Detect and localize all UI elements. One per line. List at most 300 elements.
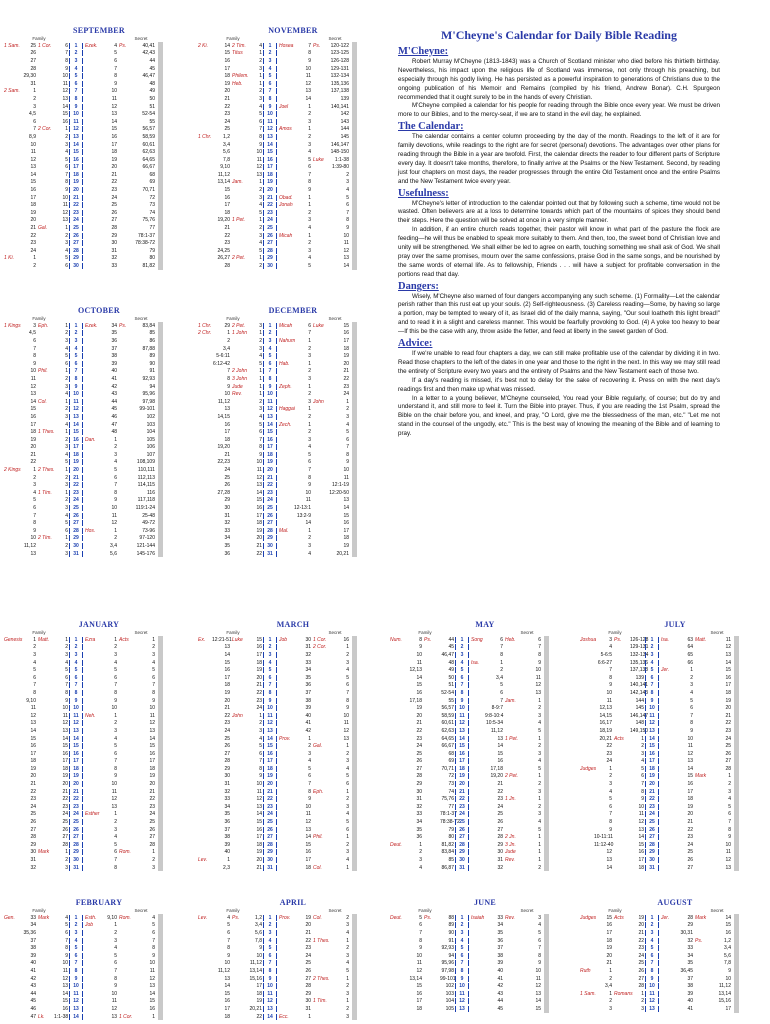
day-number: 3 — [69, 338, 83, 344]
family-reading-1-chapter: 21 — [30, 781, 36, 788]
family-reading-2-chapter: 8 — [259, 444, 262, 451]
secret-reading-1-chapter: 5 — [114, 841, 117, 848]
secret-reading-2-chapter: 1,2 — [724, 937, 731, 944]
month-rows — [390, 636, 580, 871]
secret-reading-2-chapter: 70,71 — [142, 187, 155, 194]
secret-reading-2-chapter: 16 — [725, 929, 731, 936]
secret-reading-1-chapter: 33 — [305, 659, 311, 666]
secret-reading-2-chapter: 28 — [725, 765, 731, 772]
secret-reading-2-chapter: 72 — [149, 194, 155, 201]
secret-reading-2-chapter: 21 — [149, 788, 155, 795]
secret-reading-2-chapter: 4 — [538, 922, 541, 929]
reading-row — [198, 550, 388, 558]
reading-row — [198, 826, 388, 834]
family-reading-2-chapter: 132-134 — [630, 651, 649, 658]
family-reading-2-chapter: 1 — [65, 368, 68, 375]
family-reading-1-chapter: 5,6 — [223, 149, 230, 156]
family-reading-1-chapter: 2 — [609, 773, 612, 780]
day-number: 8 — [455, 690, 469, 696]
reading-row — [390, 644, 580, 652]
checkbox-column — [158, 773, 163, 781]
secret-reading-2-chapter: 9 — [728, 967, 731, 974]
reading-row — [580, 818, 770, 826]
day-number: 29 — [645, 849, 659, 855]
secret-reading-1-chapter: 5 — [690, 697, 693, 704]
secret-reading-2-book: Acts — [119, 636, 129, 643]
day-number: 14 — [69, 142, 83, 148]
day-number: 1 — [69, 915, 83, 921]
secret-reading-1-chapter: 4 — [308, 550, 311, 557]
day-number: 14 — [263, 736, 277, 742]
secret-reading-1-chapter: 25 — [111, 202, 117, 209]
family-reading-1-chapter: 8 — [227, 945, 230, 952]
reading-row — [390, 922, 580, 930]
checkbox-column — [352, 239, 357, 247]
checkbox-column — [734, 833, 739, 841]
family-reading-1-chapter: 20 — [224, 697, 230, 704]
checkbox-column — [158, 841, 163, 849]
month-rows — [580, 636, 770, 871]
secret-reading-2-chapter: 7 — [346, 209, 349, 216]
family-reading-1-chapter: 1 — [33, 88, 36, 95]
secret-reading-2-chapter: 139 — [340, 95, 349, 102]
secret-reading-2-chapter: 4 — [346, 421, 349, 428]
reading-row — [390, 720, 580, 728]
secret-reading-1-chapter: 47 — [111, 421, 117, 428]
secret-reading-1-chapter: 13:2-9 — [296, 512, 311, 519]
day-number: 2 — [69, 644, 83, 650]
secret-reading-1-chapter: 4 — [114, 945, 117, 952]
checkbox-column — [544, 856, 549, 864]
family-reading-2-chapter: 16 — [256, 826, 262, 833]
checkbox-column — [158, 758, 163, 766]
day-number: 12 — [263, 998, 277, 1004]
secret-reading-2-chapter: 21 — [725, 712, 731, 719]
secret-reading-2-chapter: 5 — [346, 967, 349, 974]
family-reading-1-book: 2 Chr. — [198, 330, 212, 337]
family-reading-2-chapter: 94 — [448, 952, 454, 959]
family-reading-1-chapter: 10 — [30, 141, 36, 148]
secret-reading-2-chapter: 11 — [343, 240, 349, 247]
day-number: 17 — [263, 758, 277, 764]
checkbox-column — [352, 527, 357, 535]
secret-reading-1-chapter: 2 — [308, 240, 311, 247]
secret-reading-2-chapter: 97-120 — [139, 535, 155, 542]
day-number: 26 — [263, 827, 277, 833]
family-reading-1-chapter: 24,25 — [217, 247, 230, 254]
secret-reading-2-chapter: 13 — [725, 864, 731, 871]
secret-reading-2-chapter: 1 — [538, 796, 541, 803]
reading-row — [4, 232, 194, 240]
reading-row — [4, 489, 194, 497]
secret-reading-1-chapter: 32 — [687, 937, 693, 944]
secret-reading-2-chapter: 19 — [725, 697, 731, 704]
day-number: 2 — [69, 922, 83, 928]
reading-row — [198, 666, 388, 674]
secret-reading-1-chapter: 36 — [111, 337, 117, 344]
secret-reading-2-book: 2 Cor. — [313, 644, 327, 651]
secret-reading-2-chapter: 4 — [538, 758, 541, 765]
family-reading-1-chapter: 16 — [30, 187, 36, 194]
checkbox-column — [734, 795, 739, 803]
reading-row — [198, 217, 388, 225]
reading-row — [4, 375, 194, 383]
secret-reading-1-chapter: 41 — [305, 720, 311, 727]
family-reading-2-chapter: 70,71 — [441, 765, 454, 772]
family-reading-2-chapter: 15 — [62, 111, 68, 118]
secret-reading-1-chapter: 9 — [690, 727, 693, 734]
day-number: 5 — [69, 945, 83, 951]
family-reading-2-book: Gal. — [38, 225, 48, 232]
secret-reading-1-chapter: 15 — [497, 750, 503, 757]
secret-reading-1-chapter: 29 — [497, 841, 503, 848]
secret-reading-2-chapter: 18 — [343, 345, 349, 352]
family-reading-1-chapter: 19 — [224, 80, 230, 87]
checkbox-column — [544, 914, 549, 922]
family-reading-1-chapter: 29 — [30, 841, 36, 848]
day-number: 23 — [263, 490, 277, 496]
reading-row — [4, 459, 194, 467]
secret-reading-2-book: 1 Pet. — [505, 735, 519, 742]
family-reading-1-chapter: 24 — [224, 118, 230, 125]
day-number: 3 — [263, 58, 277, 64]
day-number: 25 — [263, 225, 277, 231]
day-number: 7 — [263, 88, 277, 94]
family-reading-1-chapter: 22,23 — [217, 459, 230, 466]
secret-reading-1-chapter: 16 — [687, 781, 693, 788]
secret-reading-2-chapter: 142 — [340, 111, 349, 118]
family-reading-1-chapter: 25 — [30, 42, 36, 49]
secret-reading-2-chapter: 10 — [535, 967, 541, 974]
family-reading-1-chapter: 1 — [33, 255, 36, 262]
secret-reading-2-chapter: 3 — [152, 651, 155, 658]
day-number: 4 — [69, 346, 83, 352]
secret-reading-2-chapter: 105 — [146, 436, 155, 443]
family-reading-2-chapter: 2 — [65, 375, 68, 382]
family-reading-2-chapter: 52-54 — [441, 689, 454, 696]
checkbox-column — [352, 232, 357, 240]
secret-reading-2-chapter: 3 — [346, 758, 349, 765]
family-reading-1-chapter: 23 — [224, 720, 230, 727]
family-reading-2-chapter: 1 — [259, 50, 262, 57]
checkbox-column — [158, 856, 163, 864]
family-reading-2-chapter: 4 — [259, 42, 262, 49]
family-reading-2-chapter: 25 — [638, 960, 644, 967]
family-reading-2-chapter: 137,138 — [630, 667, 649, 674]
family-reading-1-chapter: 30 — [224, 505, 230, 512]
day-number: 5 — [455, 945, 469, 951]
family-reading-1-chapter: 8 — [227, 375, 230, 382]
secret-reading-2-chapter: 102 — [146, 413, 155, 420]
secret-reading-2-chapter: 9 — [346, 459, 349, 466]
secret-reading-1-chapter: 8 — [690, 720, 693, 727]
checkbox-column — [352, 780, 357, 788]
family-reading-2-book: 2 Tim. — [232, 42, 246, 49]
secret-reading-1-chapter: 11 — [111, 95, 117, 102]
day-number: 19 — [455, 773, 469, 779]
reading-row — [4, 527, 194, 535]
day-number: 26 — [263, 233, 277, 239]
introduction-column — [398, 26, 720, 439]
family-reading-1-chapter: 26 — [30, 819, 36, 826]
secret-reading-2-chapter: 1 — [346, 743, 349, 750]
family-reading-2-chapter: 2 — [259, 57, 262, 64]
reading-row — [198, 982, 388, 990]
day-number: 13 — [69, 414, 83, 420]
family-reading-1-chapter: 30 — [30, 849, 36, 856]
reading-row — [580, 990, 770, 998]
family-reading-2-chapter: 3 — [65, 651, 68, 658]
secret-reading-2-book: Phil. — [313, 834, 323, 841]
secret-reading-2-chapter: 4 — [538, 819, 541, 826]
day-number: 29 — [263, 535, 277, 541]
day-number: 13 — [263, 728, 277, 734]
secret-reading-2-chapter: 2 — [538, 864, 541, 871]
reading-row — [4, 481, 194, 489]
secret-reading-2-book: 3 Jn. — [505, 841, 516, 848]
checkbox-column — [734, 788, 739, 796]
month-rows — [390, 914, 580, 1013]
secret-reading-2-chapter: 5 — [538, 826, 541, 833]
secret-reading-2-chapter: 3 — [346, 179, 349, 186]
family-reading-1-chapter: 11 — [30, 149, 36, 156]
day-number: 28 — [263, 528, 277, 534]
secret-reading-2-chapter: 2 — [346, 914, 349, 921]
secret-reading-2-chapter: 14 — [725, 914, 731, 921]
family-reading-1-chapter: 2 — [33, 263, 36, 270]
reading-row — [198, 998, 388, 1006]
secret-reading-2-chapter: 6 — [346, 826, 349, 833]
reading-row — [390, 727, 580, 735]
family-reading-1-chapter: 12 — [30, 712, 36, 719]
secret-reading-1-book: Job — [85, 922, 94, 929]
family-reading-1-chapter: 23 — [224, 240, 230, 247]
checkbox-column — [352, 512, 357, 520]
secret-reading-2-chapter: 94 — [149, 383, 155, 390]
family-reading-2-chapter: 4 — [259, 353, 262, 360]
secret-reading-1-book: Jer. — [661, 914, 670, 921]
family-reading-1-chapter: 45 — [30, 998, 36, 1005]
family-reading-2-chapter: 4 — [65, 391, 68, 398]
checkbox-column — [734, 914, 739, 922]
day-number: 14 — [69, 736, 83, 742]
family-reading-1-chapter: 7 — [609, 811, 612, 818]
secret-reading-1-chapter: 4 — [114, 42, 117, 49]
family-reading-2-chapter: 2 — [259, 720, 262, 727]
secret-reading-2-chapter: 104 — [146, 429, 155, 436]
family-header: Family — [32, 908, 46, 913]
checkbox-column — [158, 704, 163, 712]
reading-row — [4, 390, 194, 398]
family-header: Family — [226, 908, 240, 913]
day-number: 5 — [645, 667, 659, 673]
secret-reading-1-chapter: 19,20 — [490, 773, 503, 780]
family-reading-1-chapter: 34 — [416, 819, 422, 826]
day-number: 6 — [263, 953, 277, 959]
family-reading-1-chapter: 19,20 — [217, 444, 230, 451]
day-number: 22 — [263, 796, 277, 802]
secret-reading-2-chapter: 11,12 — [718, 983, 731, 990]
family-reading-2-book: 1 Pet. — [232, 217, 246, 224]
family-reading-2-chapter: 10 — [256, 459, 262, 466]
secret-reading-1-chapter: 26 — [111, 209, 117, 216]
secret-reading-2-book: 1 Tim. — [313, 998, 327, 1005]
day-number: 2 — [263, 50, 277, 56]
family-reading-1-chapter: 6 — [419, 922, 422, 929]
secret-reading-2-chapter: 1 — [346, 398, 349, 405]
day-number: 18 — [645, 766, 659, 772]
checkbox-column — [544, 952, 549, 960]
secret-reading-2-chapter: 114,115 — [137, 482, 155, 489]
family-reading-2-chapter: 22 — [638, 937, 644, 944]
reading-row — [4, 255, 194, 263]
family-reading-1-chapter: 20 — [416, 712, 422, 719]
checkbox-column — [352, 818, 357, 826]
family-reading-2-book: 2 Cor. — [38, 126, 52, 133]
secret-reading-2-chapter: 49 — [149, 88, 155, 95]
family-reading-1-chapter: 31 — [224, 512, 230, 519]
family-reading-1-chapter: 20 — [30, 773, 36, 780]
family-reading-1-chapter: 32 — [224, 788, 230, 795]
family-reading-2-chapter: 3 — [65, 337, 68, 344]
secret-header: Secret — [134, 316, 148, 321]
checkbox-column — [158, 164, 163, 172]
secret-reading-2-chapter: 7 — [538, 644, 541, 651]
family-reading-1-book: Ruth — [580, 967, 591, 974]
secret-reading-2-book: Jam. — [505, 697, 516, 704]
family-reading-2-chapter: 4 — [65, 149, 68, 156]
reading-row — [4, 141, 194, 149]
day-number: 4 — [263, 938, 277, 944]
family-reading-1-chapter: 24 — [224, 467, 230, 474]
day-number: 17 — [69, 758, 83, 764]
checkbox-column — [158, 406, 163, 414]
secret-reading-2-chapter: 1 — [346, 864, 349, 871]
secret-reading-1-chapter: 45 — [497, 1005, 503, 1012]
secret-reading-2-chapter: 95,96 — [142, 391, 155, 398]
family-reading-1-chapter: 3,4 — [223, 141, 230, 148]
family-reading-2-chapter: 13,14 — [249, 967, 262, 974]
secret-reading-2-chapter: 13,14 — [718, 990, 731, 997]
family-reading-1-chapter: 11,12 — [23, 543, 36, 550]
day-number: 28 — [455, 842, 469, 848]
secret-reading-2-chapter: 3 — [538, 811, 541, 818]
reading-row — [198, 126, 388, 134]
checkbox-column — [158, 95, 163, 103]
checkbox-column — [352, 72, 357, 80]
day-number: 5 — [645, 945, 659, 951]
family-reading-1-chapter: 18 — [606, 937, 612, 944]
day-number: 19 — [263, 179, 277, 185]
reading-row — [4, 735, 194, 743]
reading-row — [580, 841, 770, 849]
day-number: 2 — [645, 644, 659, 650]
checkbox-column — [734, 704, 739, 712]
secret-reading-2-chapter: 6 — [346, 781, 349, 788]
family-reading-2-chapter: 12 — [256, 796, 262, 803]
secret-reading-1-chapter: 7 — [114, 682, 117, 689]
secret-reading-1-chapter: 3 — [308, 353, 311, 360]
month-title: APRIL — [279, 898, 307, 907]
day-number: 30 — [455, 857, 469, 863]
reading-row — [390, 998, 580, 1006]
family-reading-1-book: Lev. — [198, 857, 208, 864]
secret-reading-2-chapter: 3 — [728, 788, 731, 795]
checkbox-column — [352, 535, 357, 543]
family-reading-2-chapter: 73 — [448, 781, 454, 788]
day-number: 2 — [455, 644, 469, 650]
checkbox-column — [352, 50, 357, 58]
family-reading-1-chapter: 2 — [227, 337, 230, 344]
family-reading-2-chapter: 2 — [65, 644, 68, 651]
month-title: MAY — [475, 620, 495, 629]
secret-reading-2-chapter: 4 — [346, 960, 349, 967]
reading-row — [4, 833, 194, 841]
secret-reading-2-chapter: 8 — [538, 651, 541, 658]
family-reading-2-book: Jam. — [232, 179, 243, 186]
secret-reading-1-chapter: 40 — [497, 967, 503, 974]
day-number: 30 — [263, 543, 277, 549]
secret-reading-2-chapter: 17 — [725, 682, 731, 689]
secret-reading-1-chapter: 26 — [687, 857, 693, 864]
secret-reading-2-chapter: 15 — [343, 322, 349, 329]
family-reading-2-chapter: 9 — [65, 952, 68, 959]
reading-row — [4, 126, 194, 134]
secret-reading-1-chapter: 8 — [114, 864, 117, 871]
checkbox-column — [158, 57, 163, 65]
family-reading-1-chapter: 7 — [227, 937, 230, 944]
day-number: 20 — [263, 781, 277, 787]
reading-row — [198, 704, 388, 712]
family-reading-1-book: 2 Sam. — [4, 88, 20, 95]
family-reading-2-book: 2 Tim. — [38, 535, 52, 542]
checkbox-column — [158, 413, 163, 421]
secret-reading-2-chapter: 8 — [346, 451, 349, 458]
secret-reading-2-chapter: 25-48 — [142, 512, 155, 519]
day-number: 2 — [263, 330, 277, 336]
checkbox-column — [158, 255, 163, 263]
secret-reading-1-chapter: 10 — [111, 781, 117, 788]
family-reading-2-chapter: 16 — [62, 1005, 68, 1012]
secret-reading-2-chapter: 91 — [149, 368, 155, 375]
reading-row — [580, 1005, 770, 1013]
family-reading-2-chapter: 28 — [62, 841, 68, 848]
secret-reading-2-chapter: 16 — [725, 674, 731, 681]
reading-row — [4, 689, 194, 697]
checkbox-column — [734, 674, 739, 682]
secret-reading-2-book: 2 Pet. — [505, 773, 519, 780]
secret-reading-2-chapter: 12 — [149, 720, 155, 727]
family-reading-2-chapter: 4 — [259, 103, 262, 110]
secret-reading-1-chapter: 8-9:7 — [491, 705, 503, 712]
family-reading-1-chapter: 29 — [224, 497, 230, 504]
day-number: 18 — [263, 452, 277, 458]
day-number: 22 — [263, 202, 277, 208]
reading-row — [4, 194, 194, 202]
checkbox-column — [158, 118, 163, 126]
family-reading-1-chapter: 4 — [33, 659, 36, 666]
secret-reading-2-chapter: 121-144 — [136, 543, 155, 550]
reading-row — [198, 262, 388, 270]
family-reading-1-chapter: 16,17 — [599, 720, 612, 727]
family-reading-1-chapter: 17 — [224, 65, 230, 72]
family-reading-2-chapter: 12 — [62, 209, 68, 216]
checkbox-column — [544, 849, 549, 857]
secret-reading-1-chapter: 25 — [687, 849, 693, 856]
family-reading-1-chapter: 4 — [609, 644, 612, 651]
family-reading-2-chapter: 12 — [256, 164, 262, 171]
day-number: 29 — [263, 849, 277, 855]
